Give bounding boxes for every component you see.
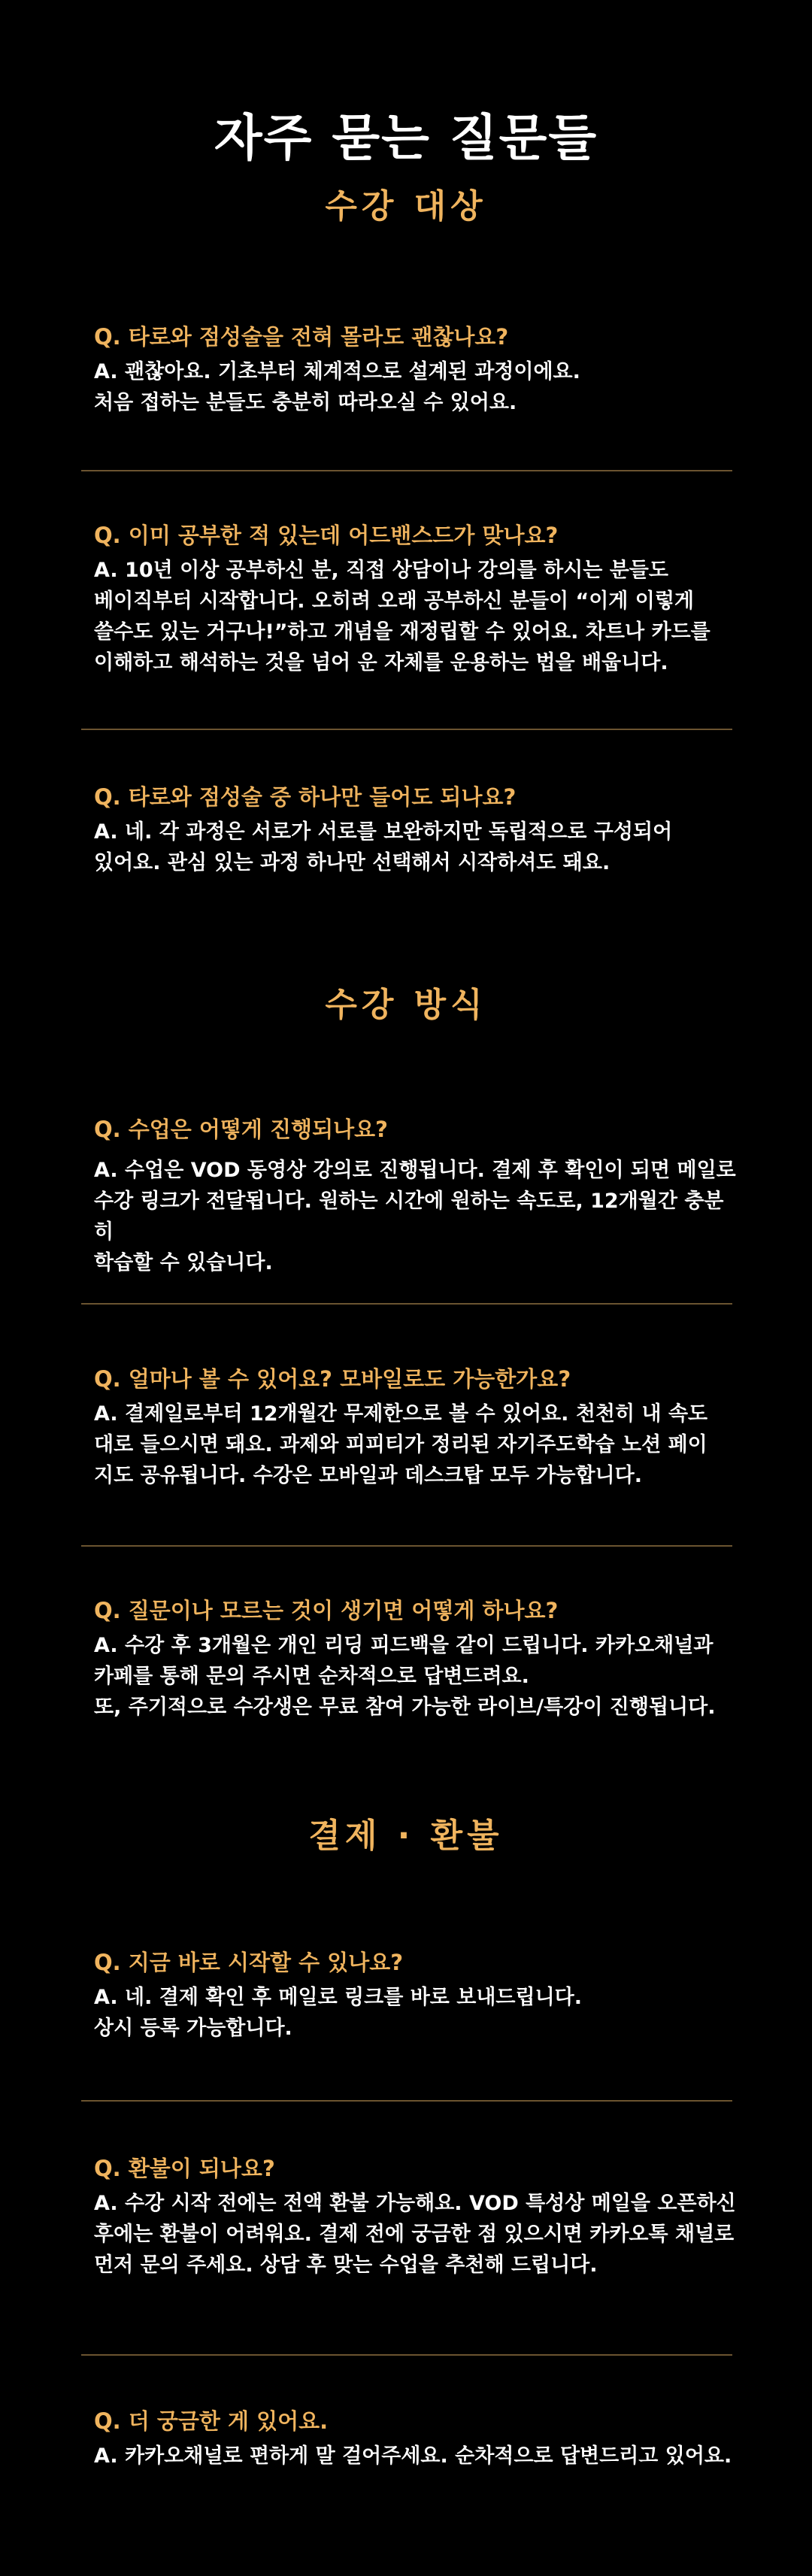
faq-answer: A. 네. 각 과정은 서로가 서로를 보완하지만 독립적으로 구성되어 있어요. 관심 있는 과정 하나만 선택해서 시작하셔도 돼요. [94, 820, 673, 874]
faq-answer: A. 수업은 VOD 동영상 강의로 진행됩니다. 결제 후 확인이 되면 메일로 수강 링크가 전달됩니다. 원하는 시간에 원하는 속도로, 12개월간 충분히 학습할 수 있습니다. [94, 1159, 736, 1274]
faq-item [94, 322, 741, 418]
section-heading-method: 수강 방식 [325, 986, 487, 1024]
section-heading-payment: 결제 · 환불 [308, 1817, 504, 1855]
faq-answer: A. 괜찮아요. 기초부터 체계적으로 설계된 과정이에요. 처음 접하는 분들도 충분히 따라오실 수 있어요. [94, 360, 580, 414]
faq-question: Q. 수업은 어떻게 진행되나요? [94, 1117, 388, 1142]
faq-divider [81, 1303, 732, 1305]
faq-item [94, 782, 741, 878]
faq-answer: A. 수강 시작 전에는 전액 환불 가능해요. VOD 특성상 메일을 오픈하신 후에는 환불이 어려워요. 결제 전에 궁금한 점 있으시면 카카오톡 채널로 먼저 문의 주세요. 상담 후 맞는 수업을 추천해 드립니다. [94, 2192, 736, 2277]
faq-question: Q. 타로와 점성술을 전혀 몰라도 괜찮나요? [94, 324, 509, 350]
faq-divider [81, 470, 732, 471]
faq-item [94, 520, 741, 678]
faq-question: Q. 질문이나 모르는 것이 생기면 어떻게 하나요? [94, 1598, 559, 1623]
faq-question: Q. 환불이 되나요? [94, 2156, 275, 2181]
faq-question: Q. 지금 바로 시작할 수 있나요? [94, 1950, 404, 1975]
faq-answer: A. 결제일로부터 12개월간 무제한으로 볼 수 있어요. 천천히 내 속도 대로 들으시면 돼요. 과제와 피피티가 정리된 자기주도학습 노션 페이 지도 공유됩니다. 수강은 모바일과 데스크탑 모두 가능합니다. [94, 1402, 708, 1487]
faq-question: Q. 얼마나 볼 수 있어요? 모바일로도 가능한가요? [94, 1366, 571, 1392]
page-title: 자주 묻는 질문들 [214, 108, 598, 167]
faq-answer: A. 네. 결제 확인 후 메일로 링크를 바로 보내드립니다. 상시 등록 가능합니다. [94, 1986, 583, 2040]
faq-item [94, 1947, 741, 2044]
faq-question: Q. 타로와 점성술 중 하나만 들어도 되나요? [94, 784, 517, 810]
faq-divider [81, 2100, 732, 2102]
section-heading-target: 수강 대상 [325, 187, 487, 226]
faq-item [94, 2406, 741, 2471]
faq-answer: A. 수강 후 3개월은 개인 리딩 피드백을 같이 드립니다. 카카오채널과 카페를 통해 문의 주시면 순차적으로 답변드려요. 또, 주기적으로 수강생은 무료 참여 가능한 라이브/특강이 진행됩니다. [94, 1634, 716, 1719]
faq-question: Q. 더 궁금한 게 있어요. [94, 2408, 329, 2434]
faq-item [94, 1364, 741, 1491]
faq-divider [81, 1545, 732, 1547]
faq-answer: A. 카카오채널로 편하게 말 걸어주세요. 순차적으로 답변드리고 있어요. [94, 2444, 732, 2468]
faq-item [94, 1596, 741, 1723]
faq-divider [81, 729, 732, 730]
faq-question: Q. 이미 공부한 적 있는데 어드밴스드가 맞나요? [94, 523, 559, 548]
faq-divider [81, 2354, 732, 2356]
faq-item [94, 2153, 741, 2281]
faq-answer: A. 10년 이상 공부하신 분, 직접 상담이나 강의를 하시는 분들도 베이직부터 시작합니다. 오히려 오래 공부하신 분들이 “이게 이렇게 쓸수도 있는 거구나!”하고 개념을 재정립할 수 있어요. 차트나 카드를 이해하고 해석하는 것을 넘어 운 자체를 운용하는 법을 배웁니다. [94, 559, 710, 674]
faq-item [94, 1114, 741, 1278]
